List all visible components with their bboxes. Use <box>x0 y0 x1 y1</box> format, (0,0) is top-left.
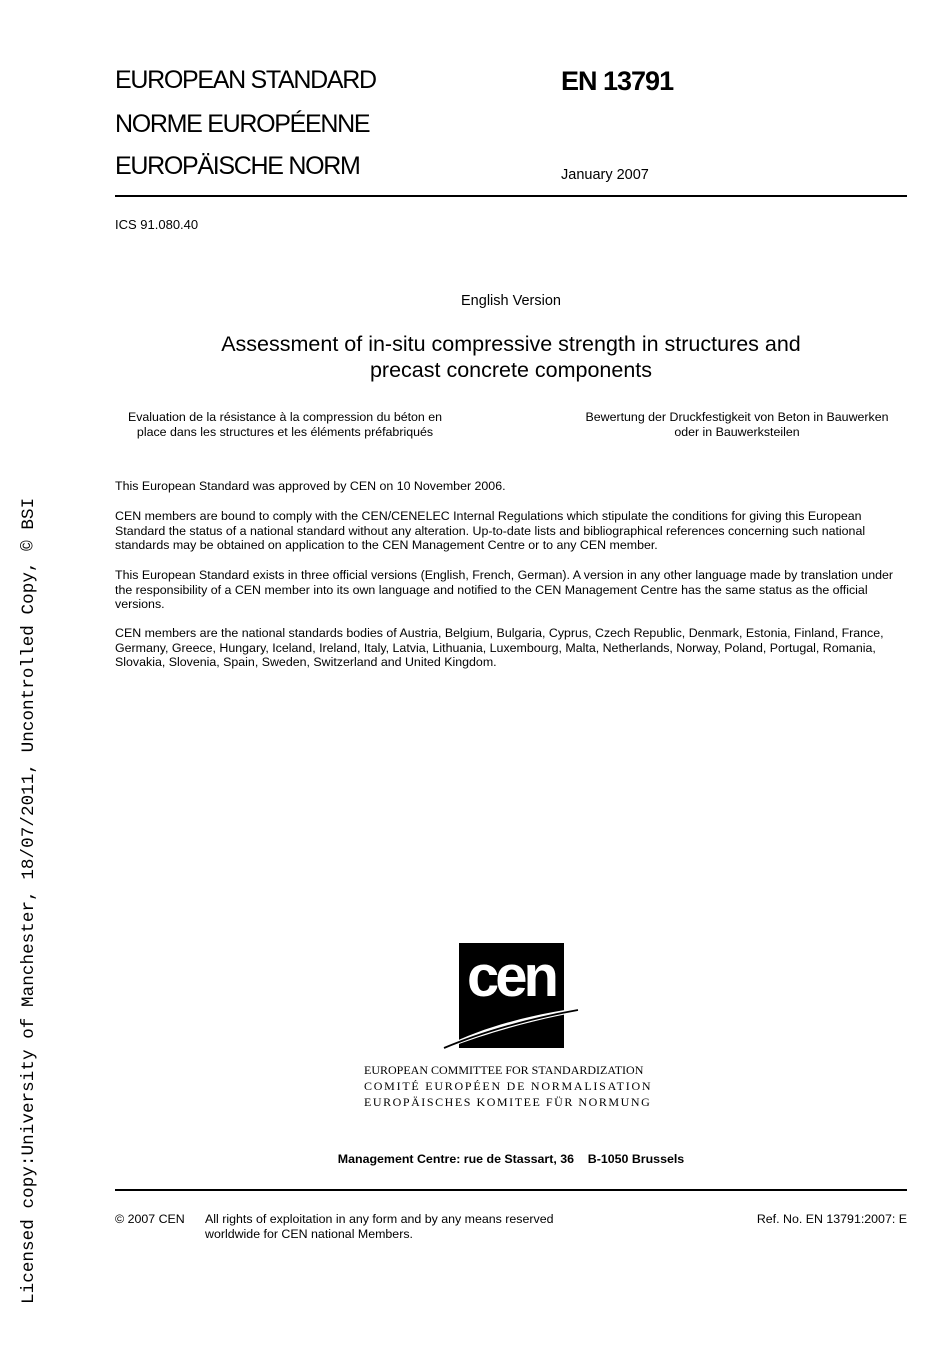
standard-number: EN 13791 <box>561 66 674 96</box>
ics-code: ICS 91.080.40 <box>115 217 199 232</box>
approval-paragraph: This European Standard was approved by CEN on 10 November 2006. <box>115 479 506 493</box>
title-en: EUROPEAN STANDARD <box>115 66 376 94</box>
rights-line2: worldwide for CEN national Members. <box>205 1227 413 1241</box>
footer-rule <box>115 1189 907 1191</box>
french-title <box>100 410 470 440</box>
german-title-line1: Bewertung der Druckfestigkeit von Beton in Bauwerken <box>585 410 889 424</box>
rights-line1: All rights of exploitation in any form and by any means reserved <box>205 1212 554 1226</box>
title-de: EUROPÄISCHE NORM <box>115 152 360 180</box>
rights-statement <box>205 1212 554 1242</box>
committee-fr: COMITÉ EUROPÉEN DE NORMALISATION <box>364 1079 653 1093</box>
german-title <box>568 410 906 440</box>
members-paragraph: CEN members are the national standards bodies of Austria, Belgium, Bulgaria, Cyprus, Czech Republic, Denmark, Estonia, Finland, France, Germany, Greece, Hungary, Iceland, Ireland, Italy, Latvia, Lithuania, Luxembourg, Malta, Netherlands, Norway, Poland, Portugal, Romania, Slovakia, Slovenia, Spain, Sweden, Switzerland and United Kingdom. <box>115 626 884 670</box>
committee-en: EUROPEAN COMMITTEE FOR STANDARDIZATION <box>364 1063 644 1077</box>
document-title <box>115 331 907 383</box>
title-fr: NORME EUROPÉENNE <box>115 110 370 138</box>
document-title-line2: precast concrete components <box>369 358 653 382</box>
license-watermark: Licensed copy:University of Manchester, 18/07/2011, Uncontrolled Copy, © BSI <box>19 497 39 1304</box>
publication-date: January 2007 <box>561 167 649 183</box>
document-title-line1: Assessment of in-situ compressive strength in structures and <box>221 332 801 356</box>
french-title-line2: place dans les structures et les éléments préfabriqués <box>136 425 434 439</box>
copyright: © 2007 CEN <box>115 1212 185 1226</box>
cen-logo-text: cen <box>467 944 555 1009</box>
german-title-line2: oder in Bauwerksteilen <box>674 425 800 439</box>
header-rule <box>115 195 907 197</box>
french-title-line1: Evaluation de la résistance à la compression du béton en <box>127 410 443 424</box>
committee-de: EUROPÄISCHES KOMITEE FÜR NORMUNG <box>364 1095 652 1109</box>
management-centre: Management Centre: rue de Stassart, 36 B-1050 Brussels <box>337 1152 685 1166</box>
regulations-paragraph: CEN members are bound to comply with the CEN/CENELEC Internal Regulations which stipulate the conditions for giving this European Standard the status of a national standard without any alteration. Up-to-date lists and bibliographical references concerning such national standards may be obtained on application to the CEN Management Centre or to any CEN member. <box>115 509 866 553</box>
reference-number: Ref. No. EN 13791:2007: E <box>756 1212 907 1226</box>
versions-paragraph: This European Standard exists in three official versions (English, French, German). A version in any other language made by translation under the responsibility of a CEN member into its own language and notified to the CEN Management Centre has the same status as the official versions. <box>115 568 894 612</box>
version-label: English Version <box>461 293 561 309</box>
cen-logo <box>440 940 585 1052</box>
